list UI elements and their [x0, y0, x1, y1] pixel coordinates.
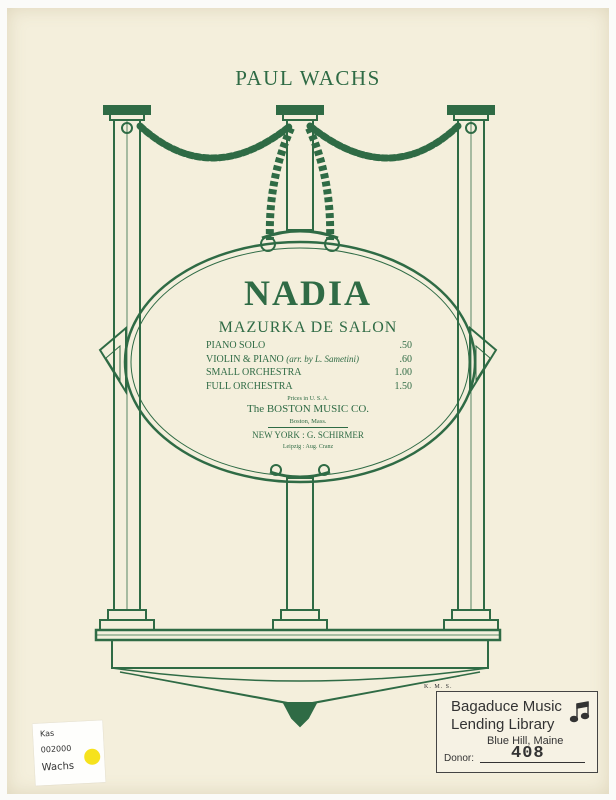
- price-row: [206, 353, 412, 367]
- price-list: [206, 339, 412, 393]
- donor-label: Donor:: [444, 753, 475, 764]
- yellow-sticker-dot: [84, 748, 101, 765]
- piece-title: NADIA: [243, 273, 372, 313]
- stamp-line-1: Bagaduce Music: [451, 698, 562, 715]
- edition-price: .60: [399, 353, 412, 365]
- leipzig-agent: Leipzig : Aug. Cranz: [282, 444, 334, 450]
- edition-price: 1.00: [394, 367, 412, 378]
- stamp-line-2: Lending Library: [451, 716, 555, 733]
- price-row: [206, 366, 412, 380]
- label-line-3: Wachs: [41, 760, 75, 774]
- edition-label: PIANO SOLO: [206, 340, 266, 351]
- library-stamp: [436, 691, 598, 773]
- donor-number: 408: [511, 744, 545, 763]
- catalog-label: [32, 720, 105, 786]
- price-row: [206, 380, 412, 394]
- prices-note: Prices in U. S. A.: [287, 396, 329, 402]
- agents-line: NEW YORK : G. SCHIRMER: [252, 430, 364, 440]
- arranger-credit: (arr. by L. Sametini): [286, 353, 360, 364]
- price-row: [206, 339, 412, 353]
- piece-subtitle: MAZURKA DE SALON: [218, 319, 398, 336]
- publisher-name: The BOSTON MUSIC CO.: [246, 403, 370, 415]
- edition-label: FULL ORCHESTRA: [206, 380, 293, 392]
- label-line-2: 002000: [40, 743, 72, 755]
- divider: [268, 427, 348, 428]
- label-line-1: Kas: [39, 728, 55, 739]
- edition-price: .50: [399, 340, 412, 351]
- publisher-city: Boston, Mass.: [289, 418, 327, 425]
- edition-price: 1.50: [394, 380, 412, 392]
- music-note-icon: [569, 700, 591, 724]
- edition-label: VIOLIN & PIANO (arr. by L. Sametini): [206, 353, 360, 365]
- composer-name: PAUL WACHS: [235, 66, 381, 90]
- plate-mark: K. M. S.: [424, 684, 453, 690]
- stamp-line-3: Blue Hill, Maine: [487, 735, 564, 747]
- edition-label: SMALL ORCHESTRA: [206, 367, 302, 378]
